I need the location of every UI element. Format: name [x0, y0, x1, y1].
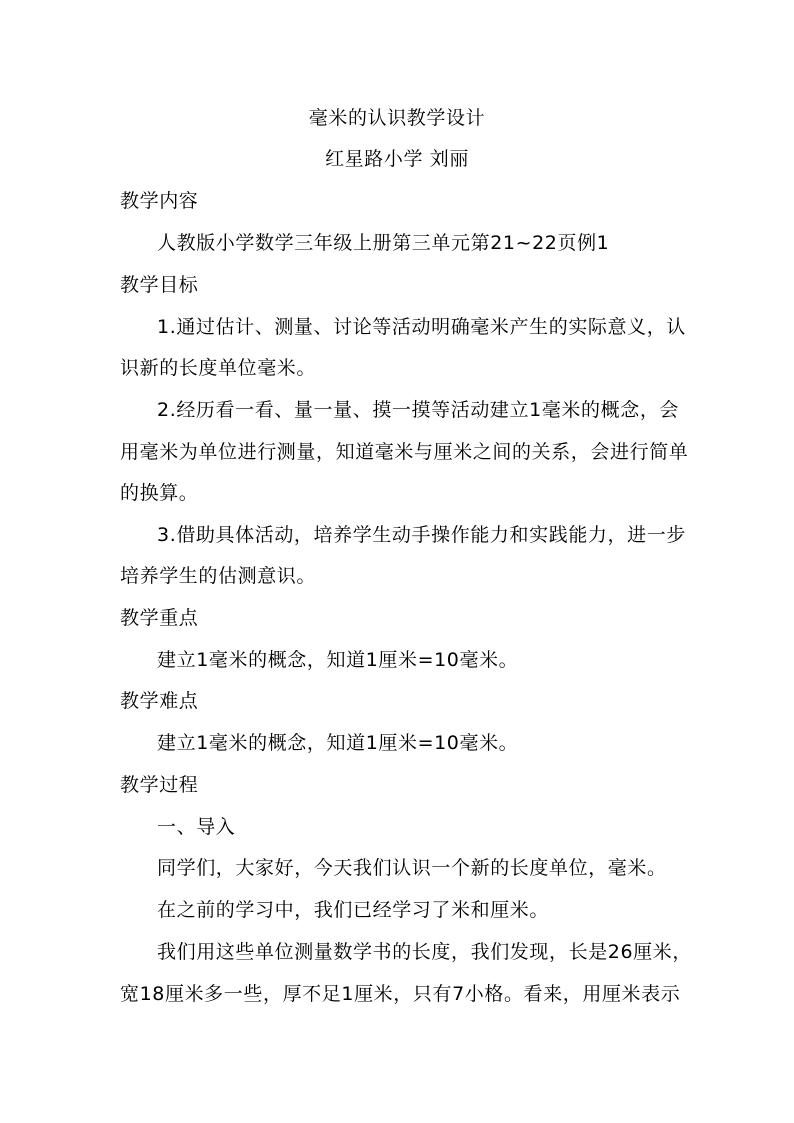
document-title: 毫米的认识教学设计 — [308, 107, 486, 129]
document-author: 红星路小学 刘丽 — [325, 148, 469, 170]
objective-1-line-1: 1.通过估计、测量、讨论等活动明确毫米产生的实际意义，认 — [157, 316, 686, 338]
objective-2-line-3: 的换算。 — [120, 482, 199, 504]
section-heading-content: 教学内容 — [120, 190, 199, 212]
process-paragraph-3-line-2: 宽18厘米多一些，厚不足1厘米，只有7小格。看来，用厘米表示 — [120, 983, 681, 1005]
objective-2-line-1: 2.经历看一看、量一量、摸一摸等活动建立1毫米的概念，会 — [157, 399, 680, 421]
process-paragraph-1: 同学们，大家好，今天我们认识一个新的长度单位，毫米。 — [157, 857, 667, 879]
section-heading-process: 教学过程 — [120, 774, 199, 796]
section-heading-difficulties: 教学难点 — [120, 690, 199, 712]
section-heading-objectives: 教学目标 — [120, 274, 199, 296]
objective-3-line-1: 3.借助具体活动，培养学生动手操作能力和实践能力，进一步 — [157, 524, 686, 546]
key-points-text: 建立1毫米的概念，知道1厘米=10毫米。 — [157, 649, 519, 671]
objective-1-line-2: 识新的长度单位毫米。 — [120, 357, 317, 379]
content-text: 人教版小学数学三年级上册第三单元第21~22页例1 — [157, 232, 610, 254]
objective-3-line-2: 培养学生的估测意识。 — [120, 565, 317, 587]
process-paragraph-2: 在之前的学习中，我们已经学习了米和厘米。 — [157, 899, 550, 921]
difficulties-text: 建立1毫米的概念，知道1厘米=10毫米。 — [157, 732, 519, 754]
objective-2-line-2: 用毫米为单位进行测量，知道毫米与厘米之间的关系，会进行简单 — [120, 441, 689, 463]
process-paragraph-3-line-1: 我们用这些单位测量数学书的长度，我们发现，长是26厘米， — [157, 941, 692, 963]
process-step-1: 一、导入 — [157, 816, 236, 838]
section-heading-key-points: 教学重点 — [120, 607, 199, 629]
